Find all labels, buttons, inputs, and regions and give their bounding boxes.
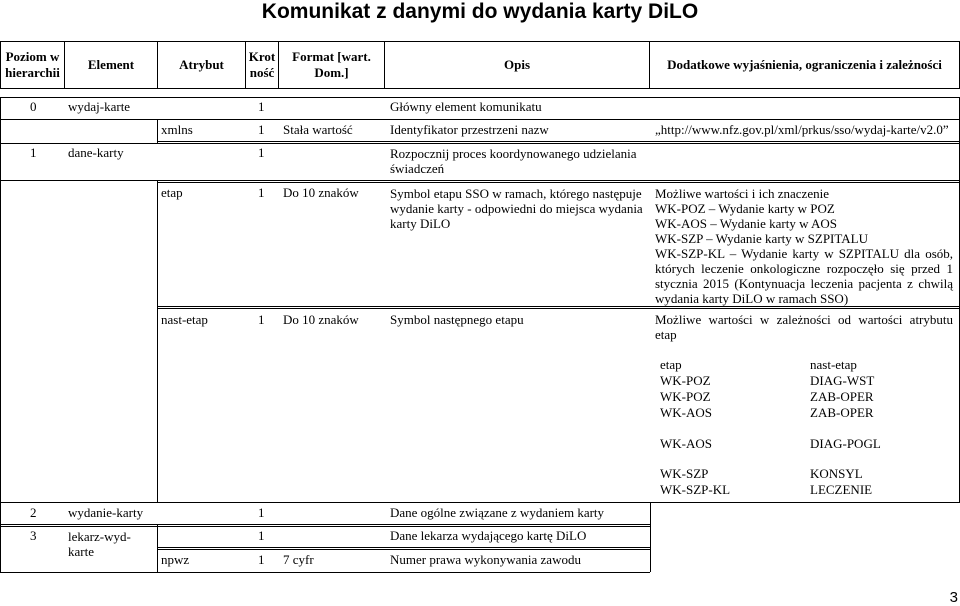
- row-line: [157, 306, 960, 307]
- row-line: [157, 549, 650, 550]
- namespace-value: „http://www.nfz.gov.pl/xml/prkus/sso/wydaj-karte/v2.0”: [655, 122, 949, 137]
- mapping-nast-etap: ZAB-OPER: [810, 405, 874, 420]
- attr-npwz: npwz: [161, 552, 190, 567]
- mapping-etap: WK-POZ: [660, 373, 711, 388]
- count: 1: [258, 122, 265, 137]
- count: 1: [258, 99, 265, 114]
- col-line: [157, 119, 158, 143]
- header-krotnosc: Krot ność: [245, 41, 279, 89]
- mapping-nast-etap: LECZENIE: [810, 482, 873, 497]
- count: 1: [258, 505, 265, 520]
- mapping-header-nast-etap: nast-etap: [810, 357, 857, 372]
- description: Główny element komunikatu: [390, 99, 542, 114]
- page-number: 3: [949, 589, 958, 606]
- description: Numer prawa wykonywania zawodu: [390, 552, 581, 567]
- header-poziom: Poziom w hierarchii: [0, 41, 65, 89]
- col-line: [650, 502, 651, 572]
- header-atrybut: Atrybut: [157, 41, 246, 89]
- row-line: [0, 119, 960, 120]
- element-lekarz-wyd-karte: lekarz-wyd-karte: [68, 529, 131, 559]
- row-line: [0, 502, 960, 503]
- level-1: 1: [30, 145, 37, 160]
- level-0: 0: [30, 99, 37, 114]
- format: 7 cyfr: [283, 552, 314, 567]
- row-line: [157, 182, 960, 183]
- format: Do 10 znaków: [283, 185, 359, 200]
- level-2: 2: [30, 505, 37, 520]
- row-line: [157, 141, 960, 142]
- row-line: [0, 572, 650, 573]
- description: Symbol etapu SSO w ramach, którego następuje wydanie karty - odpowiedni do miejsca wydania karty DiLO: [390, 186, 643, 231]
- count: 1: [258, 185, 265, 200]
- value-item: WK-SZP – Wydanie karty w SZPITALU: [655, 231, 869, 246]
- mapping-nast-etap: DIAG-POGL: [810, 436, 881, 451]
- description: Symbol następnego etapu: [390, 312, 524, 327]
- col-line: [157, 180, 158, 502]
- values-intro: Możliwe wartości i ich znaczenie: [655, 186, 829, 201]
- format: Do 10 znaków: [283, 312, 359, 327]
- description: Dane lekarza wydającego kartę DiLO: [390, 528, 587, 543]
- element-wydanie-karty: wydanie-karty: [68, 505, 144, 520]
- row-line: [0, 143, 960, 144]
- row-line: [157, 547, 650, 548]
- col-line: [0, 97, 1, 572]
- header-opis: Opis: [384, 41, 650, 89]
- description: Dane ogólne związane z wydaniem karty: [390, 505, 605, 520]
- row-line: [0, 97, 960, 98]
- mapping-etap: WK-AOS: [660, 436, 712, 451]
- attr-etap: etap: [161, 185, 183, 200]
- description: Identyfikator przestrzeni nazw: [390, 122, 549, 137]
- level-3: 3: [30, 528, 37, 543]
- mapping-nast-etap: ZAB-OPER: [810, 389, 874, 404]
- mapping-header-etap: etap: [660, 357, 682, 372]
- element-dane-karty: dane-karty: [68, 145, 124, 160]
- mapping-nast-etap: DIAG-WST: [810, 373, 875, 388]
- value-item: WK-AOS – Wydanie karty w AOS: [655, 216, 838, 231]
- value-item: WK-SZP-KL – Wydanie karty w SZPITALU dla osób, których leczenie onkologiczne rozpoczęło się przed 1 stycznia 2015 (Kontynuacja leczenia pacjenta z chwilą wydania karty DiLO w ramach SSO): [655, 246, 953, 306]
- attr-nast-etap: nast-etap: [161, 312, 208, 327]
- element-wydaj-karte: wydaj-karte: [68, 99, 131, 114]
- mapping-nast-etap: KONSYL: [810, 466, 863, 481]
- header-dodatkowe: Dodatkowe wyjaśnienia, ograniczenia i zależności: [649, 41, 960, 89]
- count: 1: [258, 552, 265, 567]
- values-intro: Możliwe wartości w zależności od wartości atrybutu etap: [655, 312, 953, 342]
- description: Rozpocznij proces koordynowanego udzielania świadczeń: [390, 146, 637, 176]
- count: 1: [258, 145, 265, 160]
- page-title: Komunikat z danymi do wydania karty DiLO: [261, 0, 699, 23]
- value-item: WK-POZ – Wydanie karty w POZ: [655, 201, 835, 216]
- row-line: [0, 180, 960, 181]
- mapping-etap: WK-POZ: [660, 389, 711, 404]
- header-element: Element: [64, 41, 158, 89]
- mapping-etap: WK-SZP-KL: [660, 482, 731, 497]
- header-format: Format [wart. Dom.]: [278, 41, 385, 89]
- row-line: [0, 526, 650, 527]
- col-line: [157, 524, 158, 572]
- mapping-etap: WK-SZP: [660, 466, 709, 481]
- row-line: [0, 524, 650, 525]
- row-line: [157, 308, 960, 309]
- mapping-etap: WK-AOS: [660, 405, 712, 420]
- count: 1: [258, 528, 265, 543]
- format: Stała wartość: [283, 122, 353, 137]
- attr-xmlns: xmlns: [161, 122, 193, 137]
- count: 1: [258, 312, 265, 327]
